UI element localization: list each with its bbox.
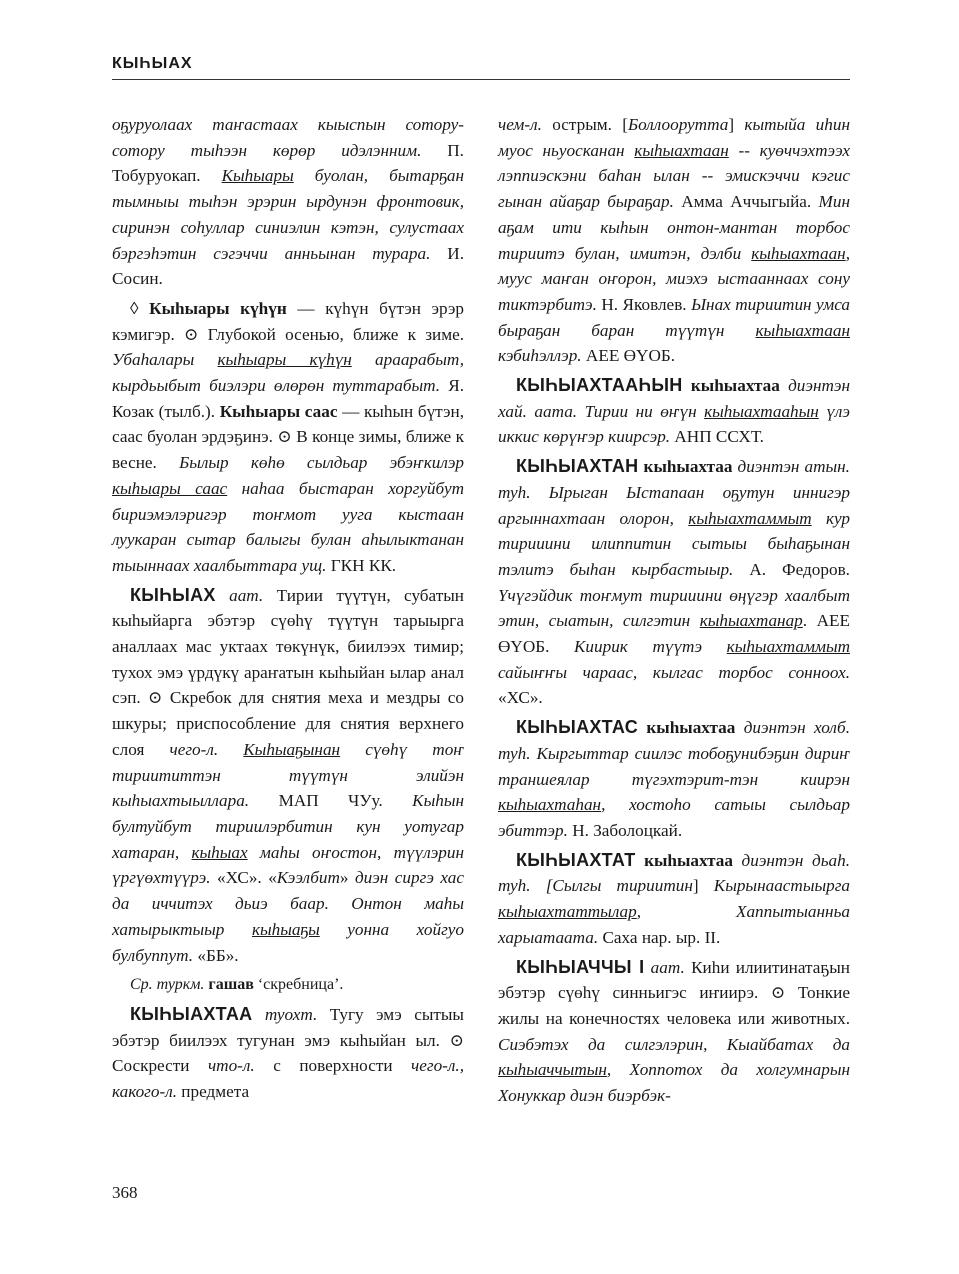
entry-continuation: оҕуруолаах таҥастаах кыыспын сотору-сотору тыһээн көрөр идэлэнним. П. Тобуруокап. Кыһыары буолан, бытарҕан тымныы тыһэн эрэрин ырдунэн фронтовик, сиринэн соһуллар синиэлин кэтэн, сулустаах бэргэһэтин сэгэччи анньынан турара. И. Сосин. — [112, 115, 464, 289]
dictionary-entry: КЫҺЫАХТАС кыһыахтаа диэнтэн холб. туһ. Кыргыттар сиилэс тобоҕунибэҕин дириҥ траншеялар түгэхтэрит-тэн киирэн кыһыахтаһан, хостоһо сатыы сылдьар эбиттэр. Н. Заболоцкай. — [498, 717, 850, 840]
left-column — [112, 112, 464, 1109]
running-head: КЫҺЫАХ — [112, 55, 193, 72]
dictionary-entry: КЫҺЫАЧЧЫ I аат. Киһи илиитинатаҕын эбэтэр сүөһү синньигэс иҥиирэ. ⊙ Тонкие жилы на конечностях человека или животных. Сиэбэтэх да силгэлэрин, Кыайбатах да кыһыаччытын, Хоппотох да холгумнарын Хонуккар диэн биэрбэк- — [498, 956, 850, 1106]
headword: КЫҺЫАХТАН — [516, 456, 639, 477]
headword: КЫҺЫАХТАА — [130, 1003, 253, 1024]
header-rule — [112, 79, 850, 80]
dictionary-entry: КЫҺЫАХТАТ кыһыахтаа диэнтэн дьаһ. туһ. [Сылгы тириитин] Кырынаастыырга кыһыахтаттылар, Хаппытыанньа харыатаата. Саха нар. ыр. II. — [498, 849, 850, 947]
entry-continuation: чем-л. острым. [Боллоорутта] кытыйа иһин муос ньуосканан кыһыахтаан -- куөччэхтээх лэппиэскэни баһан ылан -- эмискэччи кэгис гынан айаҕар быраҕар. Амма Аччыгыйа. Мин аҕам ити кыһын онтон-мантан торбос тириитэ булан, имитэн, дэлби кыһыахтаан, муус маҥан оҥорон, миэхэ ыстааннаах сону тиктэрбитэ. Н. Яковлев. Ынах тириитин умса быраҕан баран түүтүн кыһыахтаан кэбиһэллэр. АЕЕ ӨҮОБ. — [498, 115, 850, 366]
right-column — [498, 112, 850, 1113]
phrase-subentry: ◊ Кыһыары күһүн — күһүн бүтэн эрэр кэмигэр. ⊙ Глубокой осенью, ближе к зиме. Убаһалары кыһыары күһүн араарабыт, кырдьыбыт биэлэри өлөрөн туттарабыт. Я. Козак (тылб.). Кыһыары саас — кыһын бүтэн, саас буолан эрдэҕинэ. ⊙ В конце зимы, ближе к весне. Былыр көһө сылдьар эбэҥкилэр кыһыары саас наһаа быстаран хоргуйбут бириэмэлэригэр тоҥмот ууга кыстаан луукаран сытар балыгы булан аһылыктанан тыыннаах хаалбыттара ущ. ГКН КК. — [112, 298, 465, 575]
headword: КЫҺЫАХТАС — [516, 717, 638, 738]
headword: КЫҺЫАХ — [130, 584, 216, 605]
dictionary-entry: КЫҺЫАХТАН кыһыахтаа диэнтэн атын. туһ. Ырыган Ыстапаан оҕутун иннигэр аргыннахтаан олорон, кыһыахтаммыт кур тирииини илиппитин сытыы быһаҕынан тэлитэ быһан кырбастыыр. А. Федоров. Үчүгэйдик тоҥмут тирииини өңүгэр хаалбыт этин, сыатын, силгэтин кыһыахтанар. АЕЕ ӨҮОБ. Киирик түүтэ кыһыахтаммыт сайыҥҥы чараас, кылгас торбос сонноох. «ХС». — [498, 456, 850, 708]
dictionary-entry: КЫҺЫАХ аат. Тирии түүтүн, субатын кыһыйарга эбэтэр сүөһү түүтүн тарыырга аналлаах мас уктаах төкүнүк, биилээх тимир; тухох эмэ үрдүкү араҥатын кыһыйан ылар анал сэп. ⊙ Скребок для снятия меха и мездры со шкуры; приспособление для снятия верхнего слоя чего-л. Кыһыаҕынан сүөһү тоҥ тириититтэн түүтүн элийэн кыһыахтыыллара. МАП ЧУу. Кыһын бултуйбут тириилэрбитин кун уотугар хатаран, кыһыах маһы оҥостон, түүлэрин үргүөхтүүрэ. «ХС». «Кээлбит» диэн сиргэ хас да иччитэх дьиэ баар. Онтон маһы хатырыктыыр кыһыаҕы уонна хойгуо булбуппут. «ББ». — [112, 584, 465, 965]
compare-note: Ср. туркм. гашав ‘скребница’. — [130, 976, 344, 994]
headword: КЫҺЫАХТАТ — [516, 849, 636, 870]
dictionary-entry: КЫҺЫАХТАА туохт. Тугу эмэ сытыы эбэтэр биилээх тугунан эмэ кыһыйан ыл. ⊙ Соскрести что-л. с поверхности чего-л., какого-л. предмета — [112, 1003, 464, 1102]
dictionary-entry: КЫҺЫАХТААҺЫН кыһыахтаа диэнтэн хай. аата. Тирии ни өҥүн кыһыахтааһын үлэ иккис көрүҥэр киирсэр. АНП ССХТ. — [498, 375, 850, 447]
headword: КЫҺЫАХТААҺЫН — [516, 375, 683, 396]
page-number: 368 — [112, 1183, 138, 1202]
headword: КЫҺЫАЧЧЫ I — [516, 956, 645, 977]
